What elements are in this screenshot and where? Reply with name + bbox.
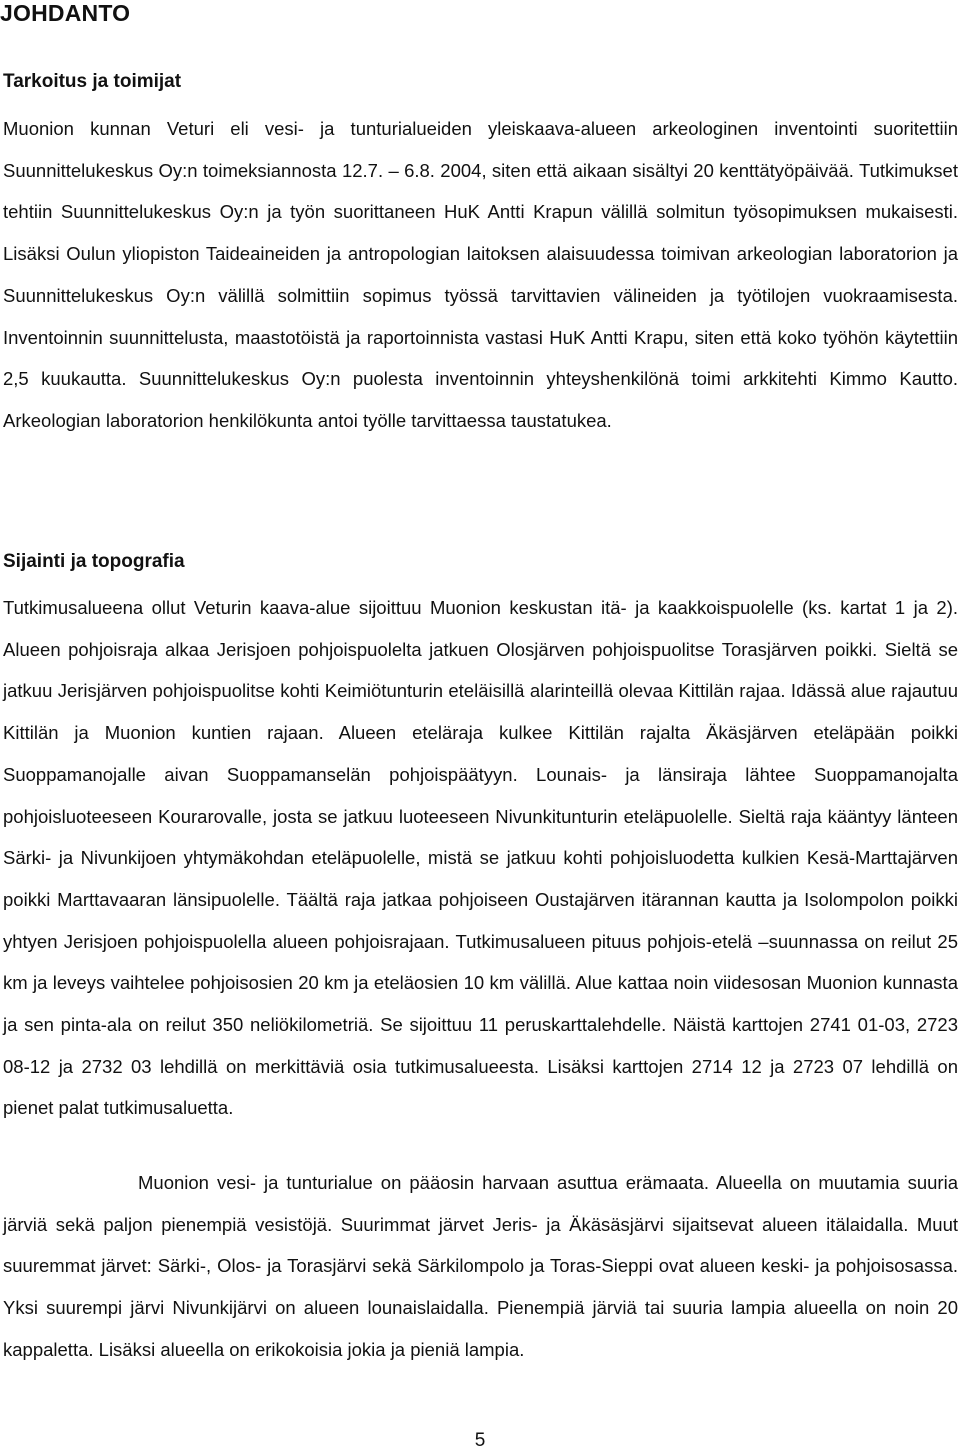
section-heading-tarkoitus: Tarkoitus ja toimijat	[3, 71, 182, 92]
page-number: 5	[474, 1430, 486, 1451]
paragraph: Tutkimusalueena ollut Veturin kaava-alue sijoittuu Muonion keskustan itä- ja kaakkoispuolelle (ks. kartat 1 ja 2). Alueen pohjoisraja alkaa Jerisjoen pohjoispuolelta jatkuen Olosjärven pohjoispuolitse Torasjärven poikki. Sieltä se jatkuu Jerisjärven pohjoispuolitse kohti Keimiötunturin eteläisillä alarinteillä olevaa Kittilän rajaa. Idässä alue rajautuu Kittilän ja Muonion kuntien rajaan. Alueen eteläraja kulkee Kittilän rajalta Äkäsjärven eteläpään poikki Suoppamanojalle aivan Suoppamanselän pohjoispäätyyn. Lounais- ja länsiraja lähtee Suoppamanojalta pohjoisluoteeseen Kourarovalle, josta se jatkuu luoteeseen Nivunkitunturin eteläpuolelle. Sieltä raja kääntyy länteen Särki- ja Nivunkijoen yhtymäkohdan eteläpuolelle, mistä se jatkuu kohti pohjoisluodetta kulkien Kesä-Marttajärven poikki Marttavaaran länsipuolelle. Täältä raja jatkaa pohjoiseen Oustajärven itärannan kautta ja Isolompolon poikki yhtyen Jerisjoen pohjoispuolella alueen pohjoisrajaan. Tutkimusalueen pituus pohjois-etelä –suunnassa on reilut 25 km ja leveys vaihtelee pohjoisosien 20 km ja eteläosien 10 km välillä. Alue kattaa noin viidesosan Muonion kunnasta ja sen pinta-ala on reilut 350 neliökilometriä. Se sijoittuu 11 peruskarttalehdelle. Näistä karttojen 2741 01-03, 2723 08-12 ja 2732 03 lehdillä on merkittäviä osia tutkimusalueesta. Lisäksi karttojen 2714 12 ja 2723 07 lehdillä on pienet palat tutkimusaluetta.	[3, 597, 958, 1119]
page-title: JOHDANTO	[0, 0, 131, 26]
paragraph: Muonion vesi- ja tunturialue on pääosin harvaan asuttua erämaata. Alueella on muutamia suuria järviä sekä paljon pienempiä vesistöjä. Suurimmat järvet Jeris- ja Äkäsäsjärvi sijaitsevat alueen itälaidalla. Muut suuremmat järvet: Särki-, Olos- ja Torasjärvi sekä Särkilompolo ja Toras-Sieppi ovat alueen keski- ja pohjoisosassa. Yksi suurempi järvi Nivunkijärvi on alueen lounaislaidalla. Pienempiä järviä tai suuria lampia alueella on noin 20 kappaletta. Lisäksi alueella on erikokoisia jokia ja pieniä lampia.	[3, 1172, 958, 1360]
section-heading-sijainti: Sijainti ja topografia	[3, 551, 185, 572]
paragraph: Muonion kunnan Veturi eli vesi- ja tunturialueiden yleiskaava-alueen arkeologinen inventointi suoritettiin Suunnittelukeskus Oy:n toimeksiannosta 12.7. – 6.8. 2004, siten että aikaan sisältyi 20 kenttätyöpäivää. Tutkimukset tehtiin Suunnittelukeskus Oy:n ja työn suorittaneen HuK Antti Krapun välillä solmitun työsopimuksen mukaisesti. Lisäksi Oulun yliopiston Taideaineiden ja antropologian laitoksen alaisuudessa toimivan arkeologian laboratorion ja Suunnittelukeskus Oy:n välillä solmittiin sopimus työssä tarvittavien välineiden ja työtilojen vuokraamisesta. Inventoinnin suunnittelusta, maastotöistä ja raportoinnista vastasi HuK Antti Krapu, siten että koko työhön käytettiin 2,5 kuukautta. Suunnittelukeskus Oy:n puolesta inventoinnin yhteyshenkilönä toimi arkkitehti Kimmo Kautto. Arkeologian laboratorion henkilökunta antoi työlle tarvittaessa taustatukea.	[3, 118, 958, 431]
